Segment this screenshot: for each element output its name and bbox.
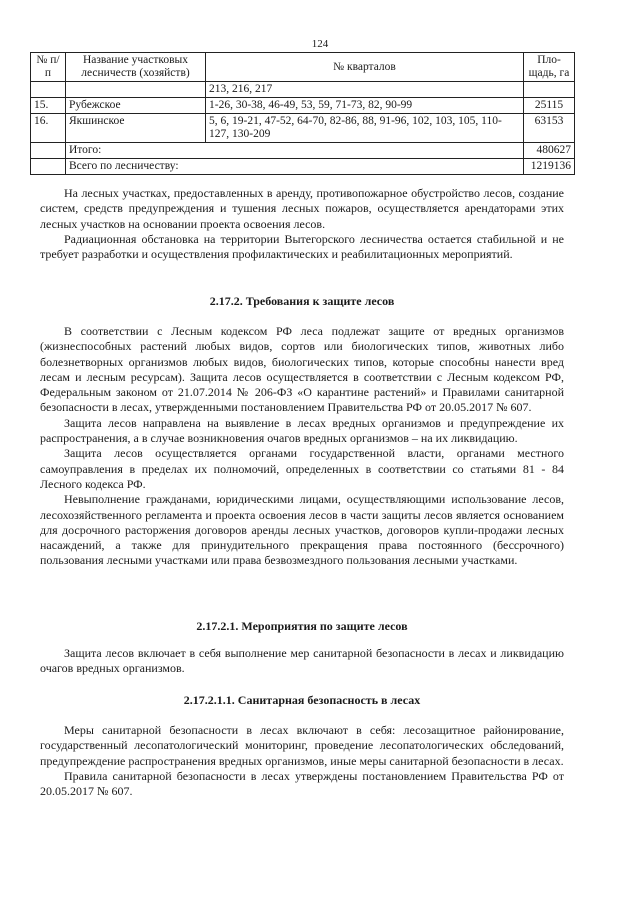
paragraph: Невыполнение гражданами, юридическими лицами, осуществляющими использование лесов, лесохозяйственного регламента и проекта освоения лесов в части защиты лесов является основанием для досрочного расторжения договоров аренды лесных участков, договоров купли-продажи лесных насаждений, а также для принудительного прекращения права постоянного (бессрочного) пользования лесными участками или права безвозмездного пользования лесными участками. bbox=[40, 492, 564, 568]
row-quarters: 213, 216, 217 bbox=[206, 82, 524, 98]
total-value: 480627 bbox=[524, 143, 575, 159]
row-num bbox=[31, 82, 66, 98]
paragraph: На лесных участках, предоставленных в аренду, противопожарное обустройство лесов, создание систем, средств предупреждения и тушения лесных пожаров, осуществляется арендаторами этих лесных участков на основании проекта освоения лесов. bbox=[40, 186, 564, 231]
grand-total-value: 1219136 bbox=[524, 159, 575, 175]
row-area: 25115 bbox=[524, 98, 575, 114]
forestry-table bbox=[30, 52, 575, 175]
total-empty-cell bbox=[31, 143, 66, 159]
row-area: 63153 bbox=[524, 114, 575, 143]
table-header-row bbox=[31, 53, 575, 82]
section-3-text bbox=[40, 723, 564, 799]
paragraph: Радиационная обстановка на территории Вытегорского лесничества остается стабильной и не требует разработки и осуществления профилактических и реабилитационных мероприятий. bbox=[40, 231, 564, 262]
row-name bbox=[66, 82, 206, 98]
paragraph: Защита лесов осуществляется органами государственной власти, органами местного самоуправления в пределах их полномочий, определенных в соответствии со статьями 81 - 84 Лесного кодекса РФ. bbox=[40, 446, 564, 491]
header-num: № п/п bbox=[31, 53, 66, 82]
grand-total-empty-cell bbox=[31, 159, 66, 175]
row-quarters: 5, 6, 19-21, 47-52, 64-70, 82-86, 88, 91-96, 102, 103, 105, 110-127, 130-209 bbox=[206, 114, 524, 143]
row-name: Якшинское bbox=[66, 114, 206, 143]
section-1-text bbox=[40, 324, 564, 569]
section-heading: 2.17.2.1. Мероприятия по защите лесов bbox=[196, 619, 408, 633]
row-quarters: 1-26, 30-38, 46-49, 53, 59, 71-73, 82, 90-99 bbox=[206, 98, 524, 114]
total-row bbox=[31, 143, 575, 159]
grand-total-row bbox=[31, 159, 575, 175]
row-num: 16. bbox=[31, 114, 66, 143]
paragraph: Защита лесов направлена на выявление в лесах вредных организмов и предупреждение их распространения, а в случае возникновения очагов вредных организмов – на их ликвидацию. bbox=[40, 415, 564, 446]
header-name: Название участковых лесничеств (хозяйств) bbox=[66, 53, 206, 82]
header-area: Пло-щадь, га bbox=[524, 53, 575, 82]
page-number: 124 bbox=[311, 38, 329, 50]
grand-total-label: Всего по лесничеству: bbox=[66, 159, 524, 175]
section-2-text bbox=[40, 646, 564, 677]
paragraph: Меры санитарной безопасности в лесах включают в себя: лесозащитное районирование, государственный лесопатологический мониторинг, проведение лесопатологических обследований, предупреждение распространения вредных организмов, иные меры санитарной безопасности в лесах. bbox=[40, 723, 564, 768]
table-row bbox=[31, 98, 575, 114]
section-heading: 2.17.2. Требования к защите лесов bbox=[209, 294, 395, 308]
row-num: 15. bbox=[31, 98, 66, 114]
table-row bbox=[31, 114, 575, 143]
row-area bbox=[524, 82, 575, 98]
paragraph: Правила санитарной безопасности в лесах утверждены постановлением Правительства РФ от 20.05.2017 № 607. bbox=[40, 768, 564, 799]
section-heading: 2.17.2.1.1. Санитарная безопасность в лесах bbox=[183, 693, 421, 707]
row-name: Рубежское bbox=[66, 98, 206, 114]
total-label: Итого: bbox=[66, 143, 524, 159]
paragraph: В соответствии с Лесным кодексом РФ леса подлежат защите от вредных организмов (жизнеспособных растений любых видов, сортов или биологических типов, животных либо болезнетворных организмов любых видов, биологических типов, которые способны нанести вред лесам и лесным ресурсам). Защита лесов осуществляется в соответствии с Лесным кодексом РФ, Федеральным законом от 21.07.2014 № 206-ФЗ «О карантине растений» и Правилами санитарной безопасности в лесах, утвержденными постановлением Правительства РФ от 20.05.2017 № 607. bbox=[40, 324, 564, 415]
table-row bbox=[31, 82, 575, 98]
header-quarters: № кварталов bbox=[206, 53, 524, 82]
paragraph: Защита лесов включает в себя выполнение мер санитарной безопасности в лесах и ликвидацию очагов вредных организмов. bbox=[40, 646, 564, 676]
intro-text bbox=[40, 186, 564, 262]
